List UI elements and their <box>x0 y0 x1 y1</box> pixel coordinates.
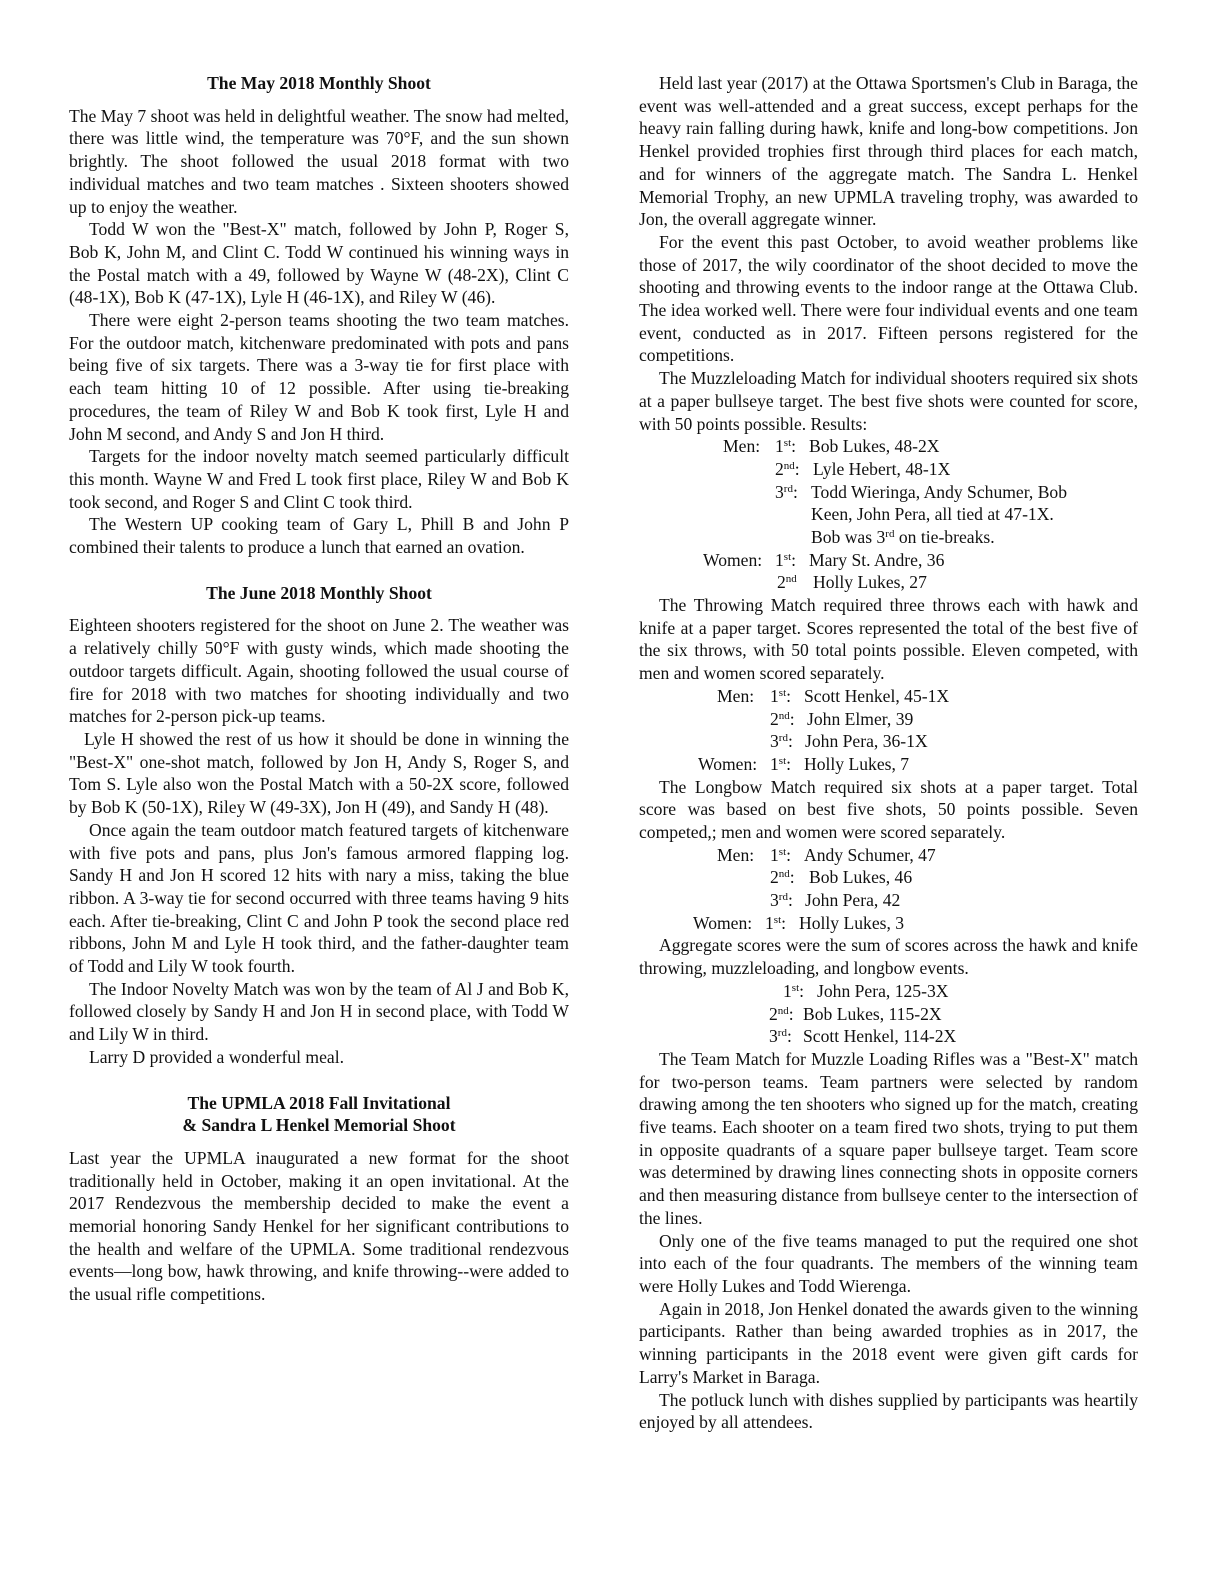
right-column <box>639 72 1138 1434</box>
muzzle-result-men-3-note <box>639 526 1138 549</box>
throwing-result-women-1 <box>639 753 1138 776</box>
muzzle-result-men-3-cont <box>639 503 1138 526</box>
fall-paragraph-3: For the event this past October, to avoid weather problems like those of 2017, the wily coordinator of the shoot decided to move the shooting and throwing events to the indoor range at the Ottawa Club. The idea worked well. There were four individual events and one team event, conducted as in 2017. Fifteen persons registered for the competitions. <box>639 231 1138 366</box>
result-text: Bob Lukes, 46 <box>809 867 913 888</box>
fall-paragraph-7: Aggregate scores were the sum of scores across the hawk and knife throwing, muzzleloading, and longbow events. <box>639 935 1138 979</box>
may-paragraph-3: There were eight 2-person teams shooting the two team matches. For the outdoor match, kitchenware predominated with pots and pans being five of six targets. There was a 3-way tie for first place with each team hitting 10 of 12 possible. After using tie-breaking procedures, the team of Riley W and Bob K took first, Lyle H and John M second, and Andy S and Jon H third. <box>69 310 569 444</box>
place-label: 2nd: <box>770 708 795 729</box>
place-label: 2nd: <box>770 867 795 888</box>
place-label: 2nd <box>777 572 797 593</box>
result-text: John Pera, 42 <box>805 890 901 911</box>
men-label: Men: <box>717 844 755 865</box>
aggregate-result-2 <box>639 1003 1138 1026</box>
result-text: Bob was 3rd on tie-breaks. <box>811 527 995 547</box>
fall-paragraph-1: Last year the UPMLA inaugurated a new format for the shoot traditionally held in October, making it an open invitational. At the 2017 Rendezvous the membership decided to make the event a memorial honoring Sandy Henkel for her significant contributions to the health and welfare of the UPMLA. Some traditional rendezvous events—long bow, hawk throwing, and knife throwing--were added to the usual rifle competitions. <box>69 1147 569 1305</box>
fall-heading-line-1: The UPMLA 2018 Fall Invitational <box>187 1092 451 1113</box>
place-label: 3rd: <box>769 1026 792 1047</box>
place-label: 1st: <box>775 549 797 570</box>
june-paragraph-4: The Indoor Novelty Match was won by the team of Al J and Bob K, followed closely by Sandy H and Jon H in second place, with Todd W and Lily W in third. <box>69 978 569 1045</box>
result-text: Holly Lukes, 7 <box>804 753 910 774</box>
place-label: 2nd: <box>769 1003 794 1024</box>
throwing-result-men-2 <box>639 708 1138 731</box>
longbow-result-men-3 <box>639 889 1138 912</box>
longbow-result-men-2 <box>639 866 1138 889</box>
result-text: Lyle Hebert, 48-1X <box>813 458 951 479</box>
fall-paragraph-5: The Throwing Match required three throws each with hawk and knife at a paper target. Scores represented the total of the best five of the six throws, with 50 total points possible. Eleven competed, with men and women scored separately. <box>639 595 1138 684</box>
women-label: Women: <box>698 753 758 774</box>
fall-paragraph-8: The Team Match for Muzzle Loading Rifles was a "Best-X" match for two-person teams. Team partners were selected by random drawing among the ten shooters who signed up for the match, creating five teams. Each shooter on a team fired two shots, trying to put them in opposite quadrants of a square paper bullseye target. Team score was determined by drawing lines connecting shots in opposite corners and then measuring distance from bullseye center to the intersection of the lines. <box>639 1048 1138 1228</box>
left-column <box>69 72 569 1306</box>
women-label: Women: <box>693 912 753 933</box>
throwing-result-men-1 <box>639 685 1138 708</box>
result-text: Todd Wieringa, Andy Schumer, Bob <box>811 481 1068 502</box>
muzzle-result-men-3 <box>639 481 1138 504</box>
place-label: 1st: <box>765 912 787 933</box>
fall-paragraph-10: Again in 2018, Jon Henkel donated the awards given to the winning participants. Rather than being awarded trophies as in 2017, the winning participants in the 2018 event were given gift cards for Larry's Market in Baraga. <box>639 1298 1138 1387</box>
may-paragraph-2: Todd W won the "Best-X" match, followed by John P, Roger S, Bob K, John M, and Clint C. Todd W continued his winning ways in the Postal match with a 49, followed by Wayne W (48-2X), Clint C (48-1X), Bob K (47-1X), Lyle H (46-1X), and Riley W (46). <box>69 219 569 308</box>
result-text: John Elmer, 39 <box>807 708 914 729</box>
place-label: 3rd: <box>775 481 798 502</box>
june-heading: The June 2018 Monthly Shoot <box>206 582 432 603</box>
place-label: 1st: <box>770 685 792 706</box>
longbow-result-men-1 <box>639 844 1138 867</box>
result-text: Bob Lukes, 115-2X <box>803 1003 942 1024</box>
may-heading: The May 2018 Monthly Shoot <box>207 73 431 93</box>
june-paragraph-1: Eighteen shooters registered for the shoot on June 2. The weather was a relatively chilly 50°F with gusty winds, which made shooting the outdoor targets difficult. Again, shooting followed the usual course of fire for 2018 with two matches for shooting individually and two matches for 2-person pick-up teams. <box>69 615 569 727</box>
muzzle-result-women-1 <box>639 549 1138 572</box>
result-text: John Pera, 36-1X <box>805 731 928 752</box>
muzzle-result-women-2 <box>639 571 1138 594</box>
men-label: Men: <box>723 436 761 457</box>
may-paragraph-4: Targets for the indoor novelty match seemed particularly difficult this month. Wayne W and Fred L took first place, Riley W and Bob K took second, and Roger S and Clint C took third. <box>69 446 569 512</box>
throwing-result-men-3 <box>639 730 1138 753</box>
fall-paragraph-9: Only one of the five teams managed to put the required one shot into each of the four quadrants. The members of the winning team were Holly Lukes and Todd Wierenga. <box>639 1230 1138 1296</box>
place-label: 1st: <box>770 844 792 865</box>
fall-paragraph-11: The potluck lunch with dishes supplied by participants was heartily enjoyed by all attendees. <box>639 1389 1138 1433</box>
place-label: 2nd: <box>775 458 800 479</box>
men-label: Men: <box>717 685 755 706</box>
result-text: Bob Lukes, 48-2X <box>809 436 940 457</box>
aggregate-result-3 <box>639 1025 1138 1048</box>
place-label: 3rd: <box>770 731 793 752</box>
may-paragraph-5: The Western UP cooking team of Gary L, Phill B and John P combined their talents to produce a lunch that earned an ovation. <box>69 514 569 558</box>
fall-paragraph-2: Held last year (2017) at the Ottawa Sportsmen's Club in Baraga, the event was well-attended and a great success, except perhaps for the heavy rain falling during hawk, knife and long-bow competitions. Jon Henkel provided trophies first through third places for each match, and for winners of the aggregate match. The Sandra L. Henkel Memorial Trophy, an new UPMLA traveling trophy, was awarded to Jon, the overall aggregate winner. <box>639 73 1138 230</box>
place-label: 1st: <box>770 753 792 774</box>
may-paragraph-1: The May 7 shoot was held in delightful weather. The snow had melted, there was little wind, the temperature was 70°F, and the sun shown brightly. The shoot followed the usual 2018 format with two individual matches and two team matches . Sixteen shooters showed up to enjoy the weather. <box>69 105 570 217</box>
muzzle-result-men-2 <box>639 458 1138 481</box>
result-text: John Pera, 125-3X <box>817 980 949 1001</box>
june-paragraph-2: Lyle H showed the rest of us how it should be done in winning the "Best-X" one-shot match, followed by Jon H, Andy S, Roger S, and Tom S. Lyle also won the Postal Match with a 50-2X score, followed by Bob K (50-1X), Riley W (49-3X), Jon H (49), and Sandy H (48). <box>69 728 569 818</box>
place-label: 1st: <box>775 436 797 457</box>
result-text: Keen, John Pera, all tied at 47-1X. <box>811 504 1054 525</box>
result-text: Holly Lukes, 27 <box>813 572 927 593</box>
june-paragraph-3: Once again the team outdoor match featured targets of kitchenware with five pots and pans, plus Jon's famous armored flapping log. Sandy H and Jon H scored 12 hits with nary a miss, taking the blue ribbon. A 3-way tie for second occurred with three teams having 9 hits each. After tie-breaking, Clint C and John P took the second place red ribbons, John M and Lyle H took third, and the father-daughter team of Todd and Lily W took fourth. <box>69 819 569 977</box>
fall-paragraph-6: The Longbow Match required six shots at a paper target. Total score was based on best five shots, 50 points possible. Seven competed,; men and women were scored separately. <box>639 776 1138 843</box>
place-label: 1st: <box>783 980 805 1001</box>
muzzle-result-men-1 <box>639 435 1138 458</box>
result-text: Andy Schumer, 47 <box>804 844 936 865</box>
women-label: Women: <box>703 549 763 570</box>
june-paragraph-5: Larry D provided a wonderful meal. <box>89 1046 345 1067</box>
fall-heading-line-2: & Sandra L Henkel Memorial Shoot <box>182 1115 456 1136</box>
result-text: Holly Lukes, 3 <box>799 912 905 933</box>
fall-paragraph-4: The Muzzleloading Match for individual shooters required six shots at a paper bullseye target. The best five shots were counted for score, with 50 points possible. Results: <box>639 368 1138 434</box>
result-text: Scott Henkel, 114-2X <box>803 1026 957 1047</box>
result-text: Mary St. Andre, 36 <box>809 549 945 570</box>
result-text: Scott Henkel, 45-1X <box>804 685 950 706</box>
place-label: 3rd: <box>770 890 793 911</box>
longbow-result-women-1 <box>639 912 1138 935</box>
aggregate-result-1 <box>639 980 1138 1003</box>
